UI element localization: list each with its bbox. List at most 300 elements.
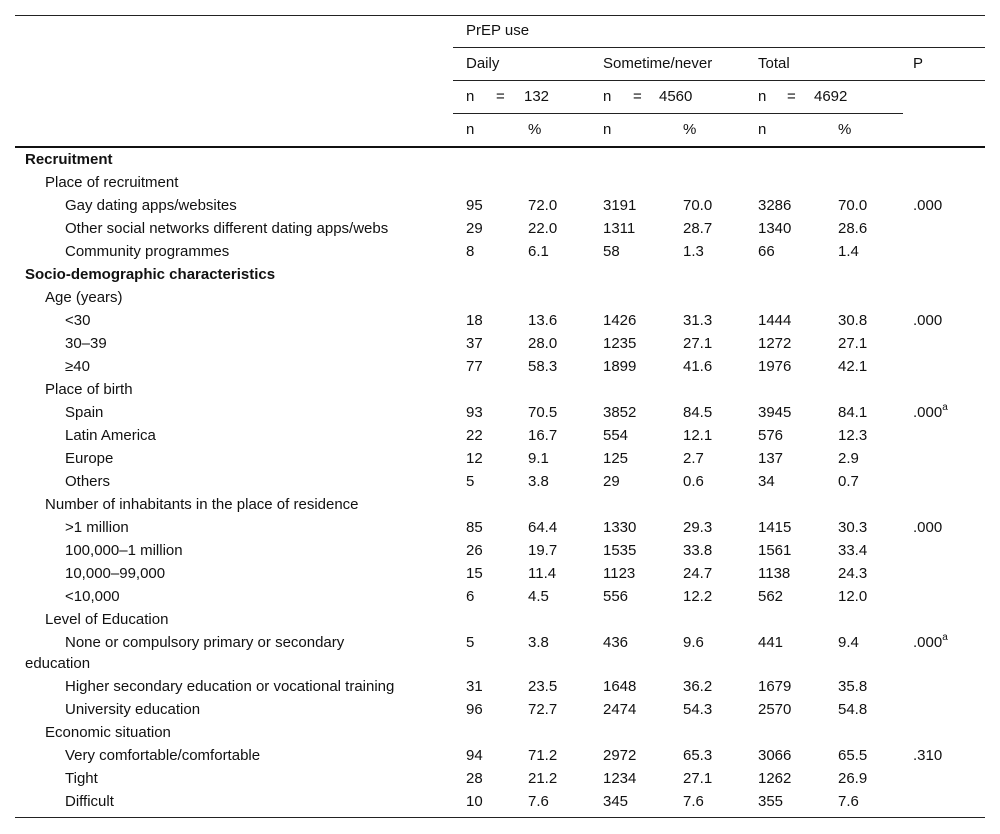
cell-s-p [683, 427, 712, 445]
cell-d-p [528, 243, 549, 261]
cell-value: 1561 [758, 542, 792, 559]
cell-d-n [466, 793, 483, 811]
cell-value: 2972 [603, 747, 637, 764]
cell-value: 4.5 [528, 588, 549, 605]
row-label: Latin America [65, 427, 156, 444]
cell-p [913, 404, 948, 422]
cell-d-n [466, 588, 474, 606]
cell-value: 6 [466, 588, 475, 605]
cell-d-p [528, 519, 557, 537]
cell-p [913, 634, 948, 652]
eq-sometime: = [633, 88, 642, 105]
cell-s-p [683, 197, 712, 215]
cell-value: 95 [466, 197, 483, 214]
cell-t-p [838, 542, 867, 560]
cell-t-n [758, 747, 791, 765]
cell-s-p [683, 747, 712, 765]
cell-value: 1899 [603, 358, 637, 375]
cell-t-p [838, 634, 859, 652]
cell-s-p [683, 358, 712, 376]
cell-value: 9.1 [528, 450, 549, 467]
cell-t-n [758, 634, 783, 652]
cell-t-p [838, 747, 867, 765]
cell-value: 9.6 [683, 634, 704, 651]
cell-value: 30.8 [838, 312, 868, 329]
group-label: Age (years) [45, 289, 123, 306]
cell-t-p [838, 243, 859, 261]
cell-value: 71.2 [528, 747, 558, 764]
cell-s-p [683, 404, 712, 422]
cell-t-p [838, 678, 867, 696]
cell-value: 1679 [758, 678, 792, 695]
cell-d-n [466, 404, 483, 422]
cell-p [913, 197, 942, 215]
cell-t-p [838, 473, 859, 491]
cell-value: 24.7 [683, 565, 713, 582]
cell-s-p [683, 701, 712, 719]
cell-value: 70.0 [683, 197, 713, 214]
cell-d-p [528, 473, 549, 491]
cell-d-n [466, 634, 474, 652]
cell-d-p [528, 197, 557, 215]
cell-d-n [466, 220, 483, 238]
n-label-daily: n [466, 88, 475, 105]
cell-s-n [603, 793, 628, 811]
cell-value: 12 [466, 450, 483, 467]
cell-t-p [838, 565, 867, 583]
cell-d-p [528, 358, 557, 376]
cell-s-n [603, 588, 628, 606]
cell-s-p [683, 542, 712, 560]
row-label: 10,000–99,000 [65, 565, 166, 582]
eq-total: = [787, 88, 796, 105]
cell-s-n [603, 747, 636, 765]
header-bottom-rule [15, 146, 985, 148]
row-label: <10,000 [65, 588, 120, 605]
row-label: Other social networks different dating apps/webs [65, 220, 389, 237]
cell-value: 576 [758, 427, 784, 444]
cell-value: .000 [913, 404, 943, 421]
cell-t-p [838, 519, 867, 537]
cell-value: 1235 [603, 335, 637, 352]
cell-value: 11.4 [528, 565, 557, 582]
cell-value: 72.0 [528, 197, 558, 214]
cell-d-n [466, 678, 483, 696]
cell-s-n [603, 678, 636, 696]
cell-value: 27.1 [683, 335, 713, 352]
cell-d-p [528, 220, 557, 238]
cell-t-n [758, 588, 783, 606]
cell-value: 96 [466, 701, 483, 718]
cell-value: 26.9 [838, 770, 868, 787]
row-label: ≥40 [65, 358, 90, 375]
row-label: Gay dating apps/websites [65, 197, 237, 214]
row-label-continuation: education [25, 655, 91, 672]
cell-value: 66 [758, 243, 775, 260]
cell-d-p [528, 565, 556, 583]
cell-value: 441 [758, 634, 784, 651]
cell-s-p [683, 770, 712, 788]
cell-t-n [758, 197, 791, 215]
cell-s-n [603, 450, 628, 468]
col-pct-total: % [838, 121, 852, 138]
header-sometime: Sometime/never [603, 55, 713, 72]
n-daily: 132 [524, 88, 550, 105]
cell-value: 28 [466, 770, 483, 787]
group-label: Place of birth [45, 381, 133, 398]
cell-value: 1234 [603, 770, 637, 787]
cell-s-n [603, 770, 636, 788]
cell-d-n [466, 473, 474, 491]
cell-t-p [838, 404, 867, 422]
cell-s-n [603, 358, 636, 376]
cell-d-p [528, 770, 557, 788]
cell-s-n [603, 473, 620, 491]
cell-value: 3286 [758, 197, 792, 214]
cell-t-p [838, 197, 867, 215]
cell-s-n [603, 427, 628, 445]
row-label: Europe [65, 450, 114, 467]
cell-value: 70.0 [838, 197, 868, 214]
cell-t-p [838, 358, 867, 376]
group-label: Number of inhabitants in the place of residence [45, 496, 359, 513]
cell-value: 3852 [603, 404, 637, 421]
cell-value: 1535 [603, 542, 637, 559]
cell-value: 1444 [758, 312, 792, 329]
cell-t-p [838, 450, 859, 468]
eq-daily: = [496, 88, 505, 105]
col-pct-sometime: % [683, 121, 697, 138]
cell-s-n [603, 519, 636, 537]
cell-value: 2474 [603, 701, 637, 718]
cell-s-n [603, 404, 636, 422]
row-label: None or compulsory primary or secondary [65, 634, 345, 651]
cell-value: 77 [466, 358, 483, 375]
group-label: Level of Education [45, 611, 169, 628]
cell-t-n [758, 358, 791, 376]
cell-value: 22 [466, 427, 483, 444]
cell-value: 12.3 [838, 427, 868, 444]
cell-d-p [528, 427, 557, 445]
cell-value: 1976 [758, 358, 792, 375]
top-rule [15, 15, 985, 16]
cell-value: 24.3 [838, 565, 868, 582]
cell-value: 7.6 [838, 793, 859, 810]
cell-d-p [528, 747, 557, 765]
cell-t-n [758, 678, 791, 696]
cell-s-p [683, 565, 712, 583]
cell-value: 1.3 [683, 243, 704, 260]
row-label: Spain [65, 404, 104, 421]
cell-value: 1415 [758, 519, 792, 536]
cell-s-n [603, 243, 620, 261]
cell-value: 22.0 [528, 220, 558, 237]
cell-value: 85 [466, 519, 483, 536]
cell-value: 30.3 [838, 519, 868, 536]
cell-value: 3066 [758, 747, 792, 764]
col-n-sometime: n [603, 121, 612, 138]
row-label: 100,000–1 million [65, 542, 183, 559]
cell-value: 84.1 [838, 404, 868, 421]
cell-value: 27.1 [683, 770, 713, 787]
cell-value: 3.8 [528, 634, 549, 651]
cell-value: 1.4 [838, 243, 859, 260]
cell-value: 12.1 [683, 427, 713, 444]
cell-value: 1272 [758, 335, 792, 352]
cell-s-p [683, 678, 712, 696]
cell-value: 70.5 [528, 404, 558, 421]
cell-value: 31 [466, 678, 483, 695]
cell-s-p [683, 312, 712, 330]
cell-s-n [603, 312, 636, 330]
cell-s-n [603, 634, 628, 652]
cell-value: 34 [758, 473, 775, 490]
cell-t-p [838, 220, 867, 238]
cell-value: 345 [603, 793, 629, 810]
cell-t-n [758, 701, 791, 719]
n-total: 4692 [814, 88, 848, 105]
cell-value: 65.5 [838, 747, 868, 764]
cell-t-n [758, 312, 791, 330]
cell-value: 28.6 [838, 220, 868, 237]
cell-value: .000 [913, 312, 943, 329]
cell-value: 1311 [603, 220, 636, 237]
cell-d-p [528, 678, 557, 696]
cell-value: 29 [603, 473, 620, 490]
cell-t-p [838, 427, 867, 445]
cell-value: .000 [913, 197, 943, 214]
cell-t-n [758, 542, 791, 560]
cell-d-n [466, 747, 483, 765]
cell-value: 33.4 [838, 542, 868, 559]
cell-value: 19.7 [528, 542, 558, 559]
header-total: Total [758, 55, 790, 72]
cell-value: 556 [603, 588, 629, 605]
n-label-sometime: n [603, 88, 612, 105]
cell-value: 54.8 [838, 701, 868, 718]
cell-value: 36.2 [683, 678, 713, 695]
cell-value: 0.6 [683, 473, 704, 490]
cell-t-n [758, 565, 790, 583]
cell-value: 28.0 [528, 335, 558, 352]
cell-value: 84.5 [683, 404, 713, 421]
header-daily: Daily [466, 55, 500, 72]
row-label: Difficult [65, 793, 114, 810]
cell-value: 3.8 [528, 473, 549, 490]
cell-value: 10 [466, 793, 483, 810]
cell-value: 562 [758, 588, 784, 605]
row-label: >1 million [65, 519, 129, 536]
cell-t-n [758, 404, 791, 422]
cell-d-p [528, 793, 549, 811]
cell-t-n [758, 770, 791, 788]
cell-t-n [758, 335, 791, 353]
footnote-marker: a [942, 632, 948, 643]
row-label: 30–39 [65, 335, 107, 352]
cell-value: 1340 [758, 220, 792, 237]
cell-value: 29 [466, 220, 483, 237]
cell-value: 125 [603, 450, 629, 467]
header-prep-use: PrEP use [466, 22, 530, 39]
cell-value: 58.3 [528, 358, 558, 375]
cell-s-p [683, 335, 712, 353]
cell-value: 137 [758, 450, 784, 467]
cell-d-n [466, 197, 483, 215]
footnote-marker: a [942, 402, 948, 413]
cell-value: 28.7 [683, 220, 713, 237]
section-heading: Recruitment [25, 151, 113, 168]
prep-use-rule [453, 47, 985, 48]
cell-t-n [758, 793, 783, 811]
cell-s-n [603, 701, 636, 719]
cell-s-n [603, 335, 636, 353]
cell-d-p [528, 701, 557, 719]
cell-t-p [838, 588, 867, 606]
cell-value: 54.3 [683, 701, 713, 718]
cell-value: 27.1 [838, 335, 868, 352]
cell-value: .310 [913, 747, 943, 764]
cell-d-p [528, 335, 557, 353]
row-label: Others [65, 473, 111, 490]
row-label: Community programmes [65, 243, 230, 260]
cell-d-p [528, 404, 557, 422]
cell-p [913, 519, 942, 537]
cell-value: 64.4 [528, 519, 558, 536]
cell-d-p [528, 542, 557, 560]
cell-value: 7.6 [683, 793, 704, 810]
cell-value: 6.1 [528, 243, 549, 260]
cell-p [913, 312, 942, 330]
cell-t-n [758, 427, 783, 445]
cell-d-n [466, 243, 474, 261]
cell-value: 12.2 [683, 588, 713, 605]
cell-d-n [466, 701, 483, 719]
section-heading: Socio-demographic characteristics [25, 266, 276, 283]
cell-value: 1138 [758, 565, 791, 582]
cell-s-n [603, 542, 636, 560]
cell-d-n [466, 312, 483, 330]
cell-t-n [758, 519, 791, 537]
cell-p [913, 747, 942, 765]
group-label: Economic situation [45, 724, 171, 741]
cell-value: 1648 [603, 678, 637, 695]
group-rule [453, 80, 985, 81]
cell-value: 3945 [758, 404, 792, 421]
group-label: Place of recruitment [45, 174, 179, 191]
cell-d-p [528, 634, 549, 652]
cell-d-p [528, 312, 557, 330]
cell-value: 355 [758, 793, 784, 810]
cell-value: 65.3 [683, 747, 713, 764]
cell-value: 5 [466, 473, 475, 490]
cell-t-p [838, 335, 867, 353]
cell-value: 5 [466, 634, 475, 651]
cell-value: 2570 [758, 701, 792, 718]
cell-d-p [528, 450, 549, 468]
cell-t-n [758, 473, 775, 491]
cell-d-n [466, 770, 483, 788]
cell-value: 554 [603, 427, 629, 444]
cell-d-n [466, 335, 483, 353]
cell-value: 33.8 [683, 542, 713, 559]
cell-d-n [466, 427, 483, 445]
row-label: <30 [65, 312, 91, 329]
n-label-total: n [758, 88, 767, 105]
cell-t-n [758, 220, 791, 238]
cell-s-p [683, 243, 704, 261]
cell-value: 9.4 [838, 634, 859, 651]
cell-value: 7.6 [528, 793, 549, 810]
col-n-daily: n [466, 121, 475, 138]
n-sometime: 4560 [659, 88, 693, 105]
cell-value: 2.9 [838, 450, 859, 467]
cell-value: 31.3 [683, 312, 713, 329]
cell-value: 21.2 [528, 770, 558, 787]
row-label: Higher secondary education or vocational training [65, 678, 395, 695]
cell-value: 58 [603, 243, 620, 260]
cell-t-p [838, 793, 859, 811]
cell-t-n [758, 450, 783, 468]
cell-value: 42.1 [838, 358, 868, 375]
cell-value: 2.7 [683, 450, 704, 467]
cell-value: 15 [466, 565, 483, 582]
row-label: University education [65, 701, 201, 718]
cell-s-p [683, 588, 712, 606]
cell-value: 1426 [603, 312, 637, 329]
cell-value: 93 [466, 404, 483, 421]
cell-s-p [683, 450, 704, 468]
cell-d-n [466, 542, 483, 560]
cell-d-n [466, 358, 483, 376]
cell-t-p [838, 312, 867, 330]
cell-value: 16.7 [528, 427, 558, 444]
cell-t-p [838, 770, 867, 788]
cell-s-n [603, 197, 636, 215]
cell-d-n [466, 565, 483, 583]
bottom-rule [15, 817, 985, 818]
cell-s-p [683, 519, 712, 537]
cell-value: 35.8 [838, 678, 868, 695]
cell-s-p [683, 793, 704, 811]
row-label: Very comfortable/comfortable [65, 747, 261, 764]
cell-value: 0.7 [838, 473, 859, 490]
cell-value: .000 [913, 519, 943, 536]
cell-value: 1123 [603, 565, 636, 582]
col-pct-daily: % [528, 121, 542, 138]
cell-d-n [466, 450, 483, 468]
cell-value: 94 [466, 747, 483, 764]
cell-value: 3191 [603, 197, 637, 214]
header-p: P [913, 55, 924, 72]
cell-value: 18 [466, 312, 483, 329]
cell-value: 436 [603, 634, 629, 651]
cell-s-p [683, 220, 712, 238]
cell-value: 12.0 [838, 588, 868, 605]
cell-value: 1262 [758, 770, 792, 787]
cell-t-n [758, 243, 775, 261]
cell-value: 29.3 [683, 519, 713, 536]
cell-s-n [603, 220, 635, 238]
cell-value: 13.6 [528, 312, 558, 329]
cell-s-p [683, 473, 704, 491]
cell-d-n [466, 519, 483, 537]
row-label: Tight [65, 770, 98, 787]
cell-value: 1330 [603, 519, 637, 536]
cell-value: 72.7 [528, 701, 558, 718]
cell-d-p [528, 588, 549, 606]
cell-value: .000 [913, 634, 943, 651]
cell-s-n [603, 565, 635, 583]
